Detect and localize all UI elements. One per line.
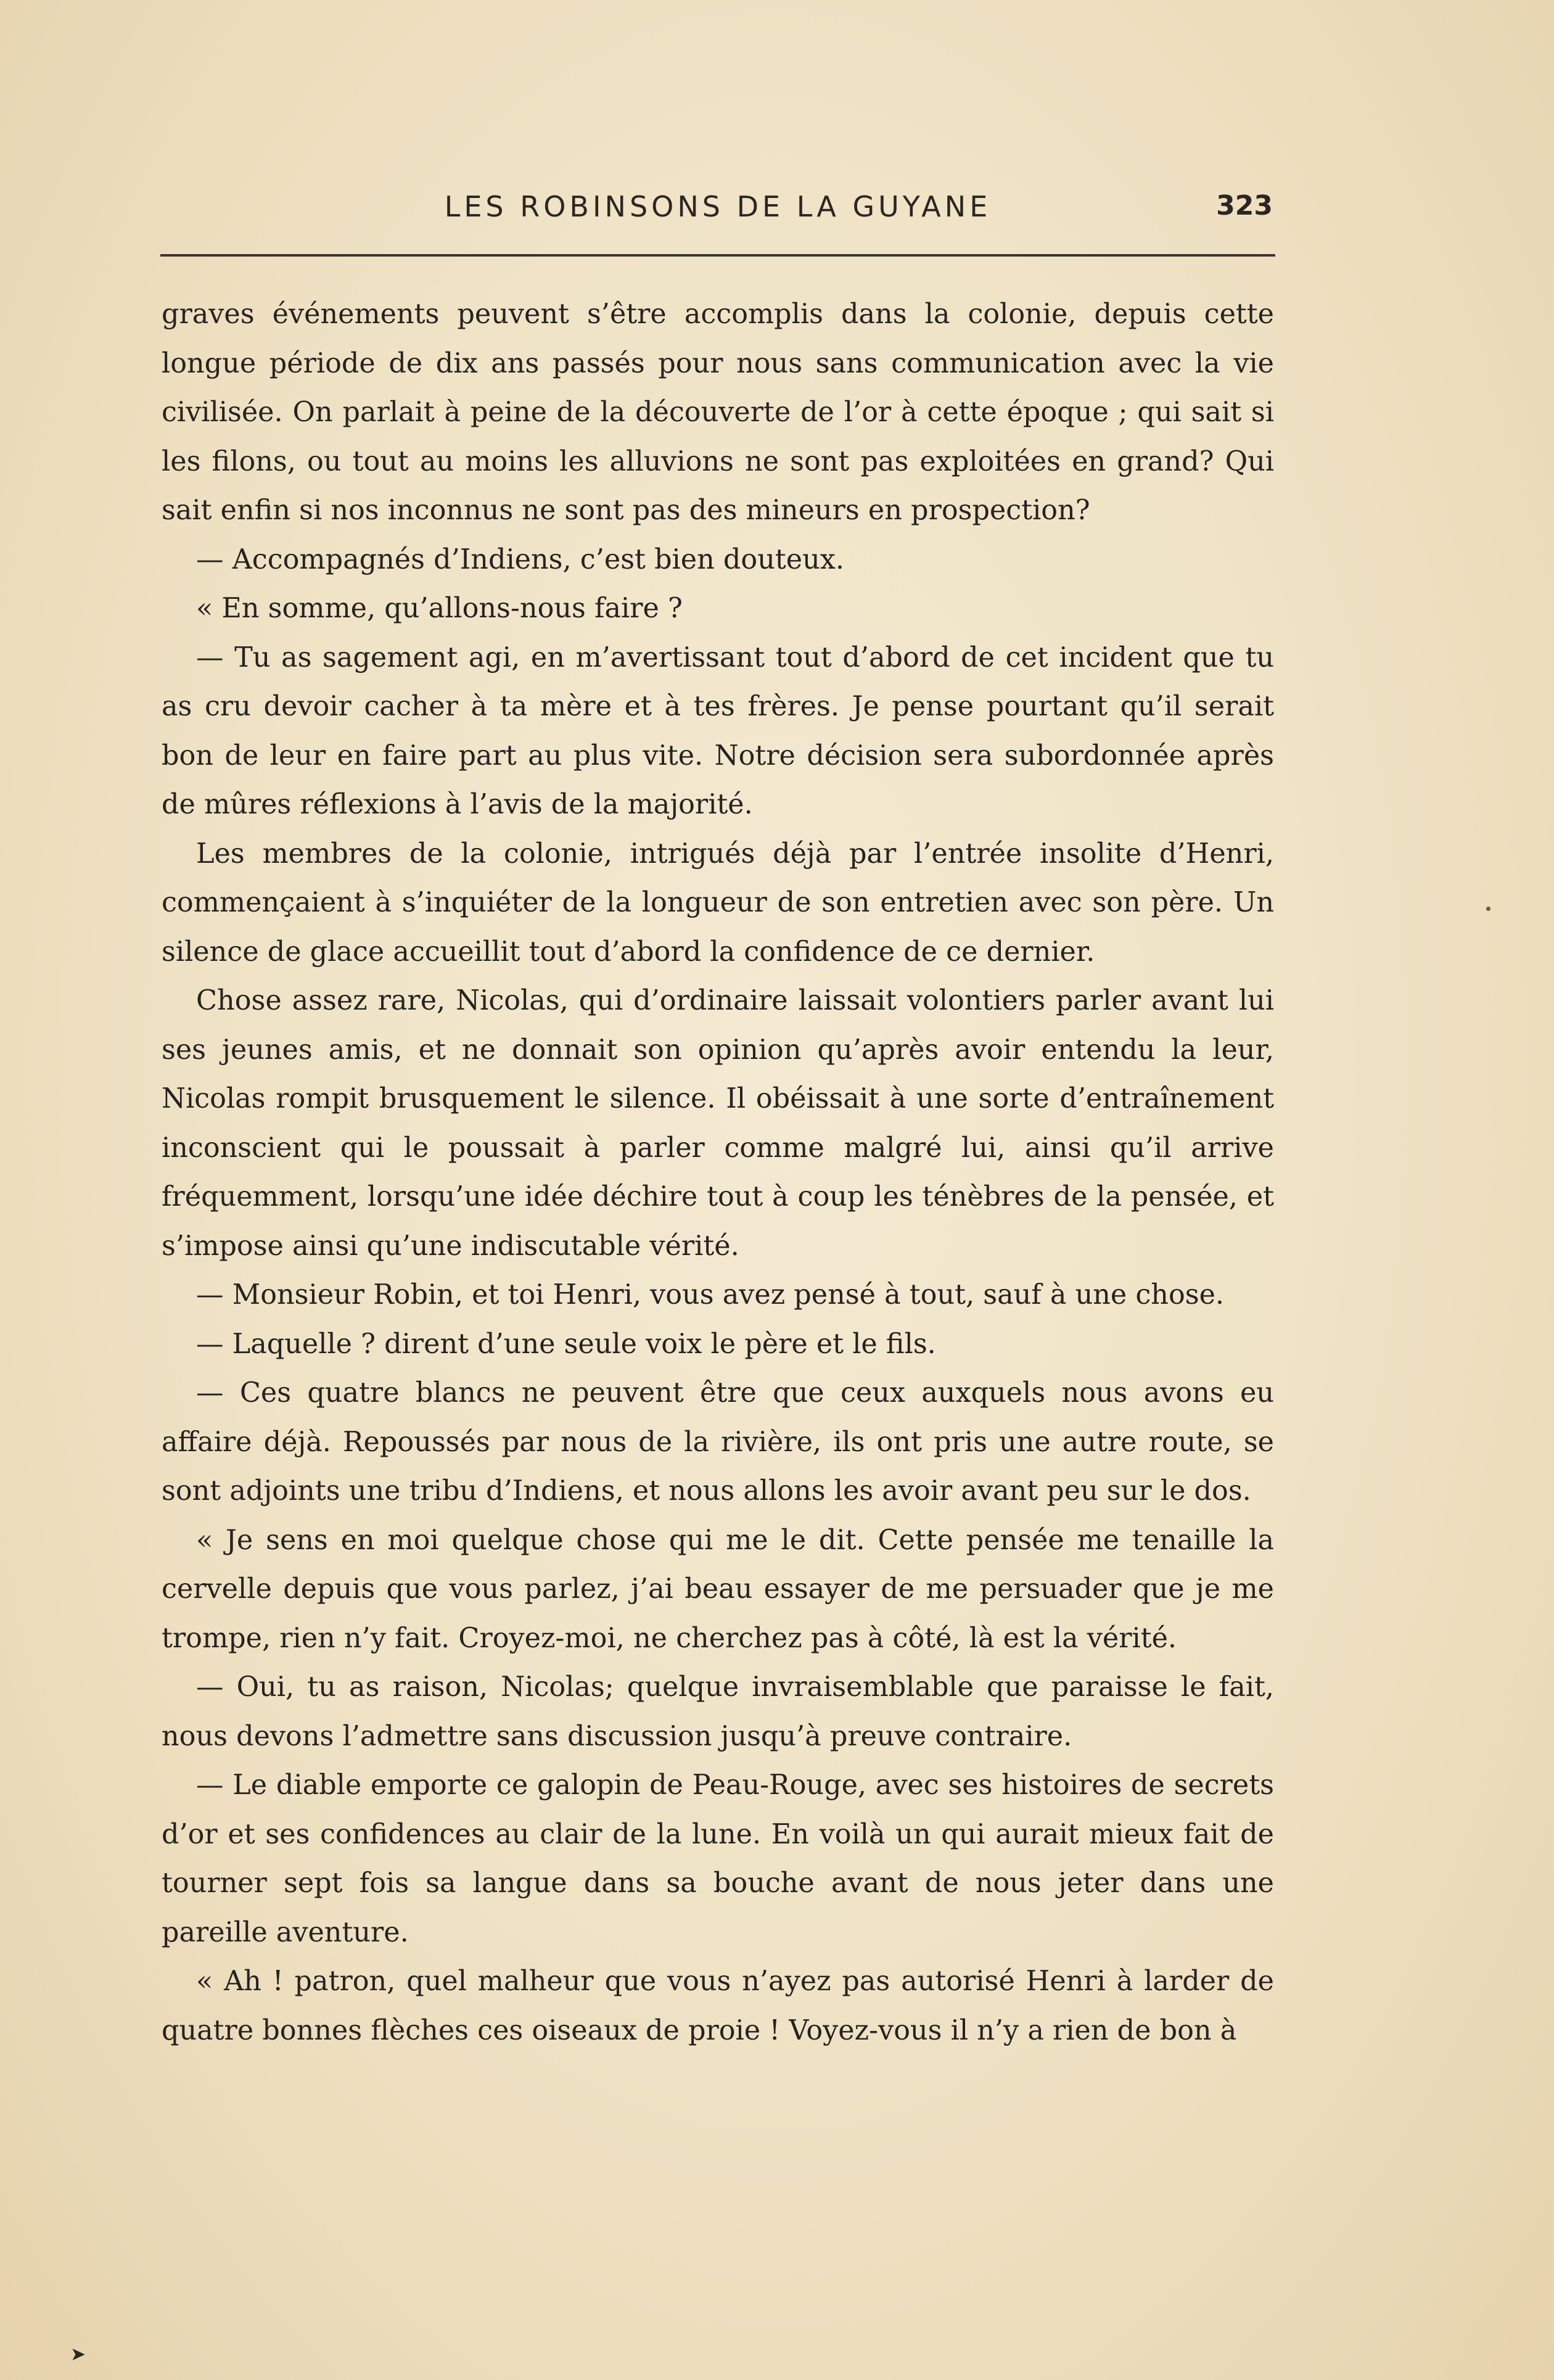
- paragraph: graves événements peuvent s’être accomplis dans la colonie, depuis cette longue période de dix ans passés pour nous sans communication avec la vie civilisée. On parlait à peine de la découverte de l’or à cette époque ; qui sait si les filons, ou tout au moins les alluvions ne sont pas exploitées en grand? Qui sait enfin si nos inconnus ne sont pas des mineurs en prospection?: [162, 299, 1274, 526]
- paragraph: — Oui, tu as raison, Nicolas; quelque invraisemblable que paraisse le fait, nous devons l’admettre sans discussion jusqu’à preuve contraire.: [162, 1671, 1274, 1752]
- running-head: [160, 190, 1275, 239]
- paragraph: Les membres de la colonie, intrigués déjà par l’entrée insolite d’Henri, commençaient à s’inquiéter de la longueur de son entretien avec son père. Un silence de glace accueillit tout d’abord la confidence de ce dernier.: [162, 838, 1274, 968]
- paragraph: — Laquelle ? dirent d’une seule voix le père et le fils.: [196, 1328, 936, 1360]
- paragraph: — Le diable emporte ce galopin de Peau-Rouge, avec ses histoires de secrets d’or et ses confidences au clair de la lune. En voilà un qui aurait mieux fait de tourner sept fois sa langue dans sa bouche avant de nous jeter dans une pareille aventure.: [162, 1769, 1274, 1948]
- paragraph: « Ah ! patron, quel malheur que vous n’ayez pas autorisé Henri à larder de quatre bonnes flèches ces oiseaux de proie ! Voyez-vous il n’y a rien de bon à: [162, 1966, 1274, 2046]
- paragraph: — Tu as sagement agi, en m’avertissant tout d’abord de cet incident que tu as cru devoir cacher à ta mère et à tes frères. Je pense pourtant qu’il serait bon de leur en faire part au plus vite. Notre décision sera subordonnée après de mûres réflexions à l’avis de la majorité.: [162, 641, 1274, 820]
- paragraph: « Je sens en moi quelque chose qui me le dit. Cette pensée me tenaille la cervelle depuis que vous parlez, j’ai beau essayer de me persuader que je me trompe, rien n’y fait. Croyez-moi, ne cherchez pas à côté, là est la vérité.: [162, 1524, 1274, 1654]
- paper-speck: [1486, 907, 1490, 911]
- paragraph: « En somme, qu’allons-nous faire ?: [196, 593, 683, 624]
- corner-mark-icon: ➤: [70, 2344, 86, 2365]
- paragraph: — Monsieur Robin, et toi Henri, vous avez pensé à tout, sauf à une chose.: [196, 1279, 1225, 1311]
- running-title: LES ROBINSONS DE LA GUYANE: [444, 190, 992, 223]
- paragraph: — Ces quatre blancs ne peuvent être que ceux auxquels nous avons eu affaire déjà. Repoussés par nous de la rivière, ils ont pris une autre route, se sont adjoints une tribu d’Indiens, et nous allons les avoir avant peu sur le dos.: [162, 1377, 1274, 1507]
- body-text: [162, 290, 1274, 2055]
- page-number: 323: [1216, 190, 1273, 221]
- header-rule: [160, 254, 1275, 257]
- paragraph: — Accompagnés d’Indiens, c’est bien douteux.: [196, 543, 844, 575]
- paragraph: Chose assez rare, Nicolas, qui d’ordinaire laissait volontiers parler avant lui ses jeunes amis, et ne donnait son opinion qu’après avoir entendu la leur, Nicolas rompit brusquement le silence. Il obéissait à une sorte d’entraînement inconscient qui le poussait à parler comme malgré lui, ainsi qu’il arrive fréquemment, lorsqu’une idée déchire tout à coup les ténèbres de la pensée, et s’impose ainsi qu’une indiscutable vérité.: [162, 985, 1274, 1262]
